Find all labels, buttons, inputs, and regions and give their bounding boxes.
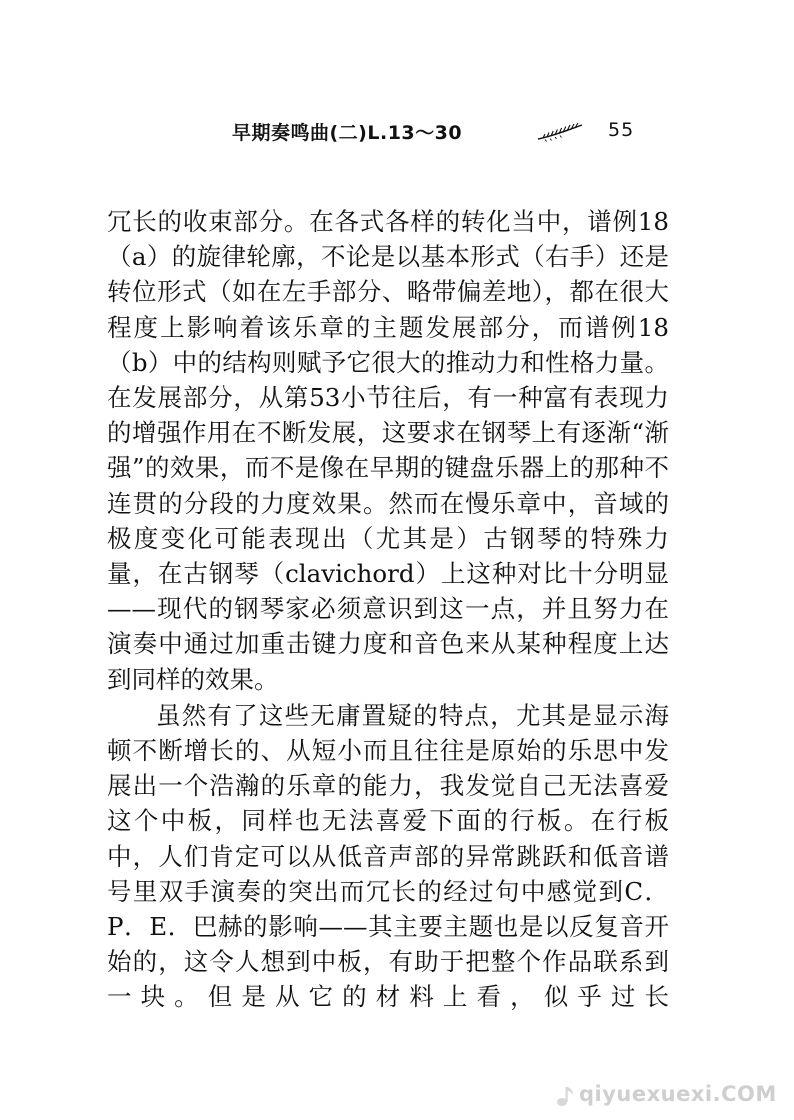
music-note-icon (556, 1085, 576, 1107)
feather-ornament-icon (537, 122, 583, 142)
page-number: 55 (608, 119, 635, 141)
body-text (107, 204, 669, 1015)
running-title: 早期奏鸣曲(二)L.13～30 (232, 122, 463, 144)
site-watermark (556, 1082, 788, 1112)
watermark-text: qiyuexuexi.COM (579, 1082, 777, 1106)
paragraph: 虽然有了这些无庸置疑的特点，尤其是显示海顿不断增长的、从短小而且往往是原始的乐思中发展出一个浩瀚的乐章的能力，我发觉自己无法喜爱这个中板，同样也无法喜爱下面的行板。在行板中，人们肯定可以从低音声部的异常跳跃和低音谱号里双手演奏的突出而冗长的经过句中感觉到C．P．E．巴赫的影响——其主要主题也是以反复音开始的，这令人想到中板，有助于把整个作品联系到一块。但是从它的材料上看，似乎过长 (107, 700, 669, 1012)
running-head (0, 118, 794, 148)
paragraph: 冗长的收束部分。在各式各样的转化当中，谱例18（a）的旋律轮廓，不论是以基本形式（右手）还是转位形式（如在左手部分、略带偏差地），都在很大程度上影响着该乐章的主题发展部分，而谱例18（b）中的结构则赋予它很大的推动力和性格力量。在发展部分，从第53小节往后，有一种富有表现力的增强作用在不断发展，这要求在钢琴上有逐渐“渐强”的效果，而不是像在早期的键盘乐器上的那种不连贯的分段的力度效果。然而在慢乐章中，音域的极度变化可能表现出（尤其是）古钢琴的特殊力量，在古钢琴（clavichord）上这种对比十分明显——现代的钢琴家必须意识到这一点，并且努力在演奏中通过加重击键力度和音色来从某种程度上达到同样的效果。 (107, 207, 669, 694)
